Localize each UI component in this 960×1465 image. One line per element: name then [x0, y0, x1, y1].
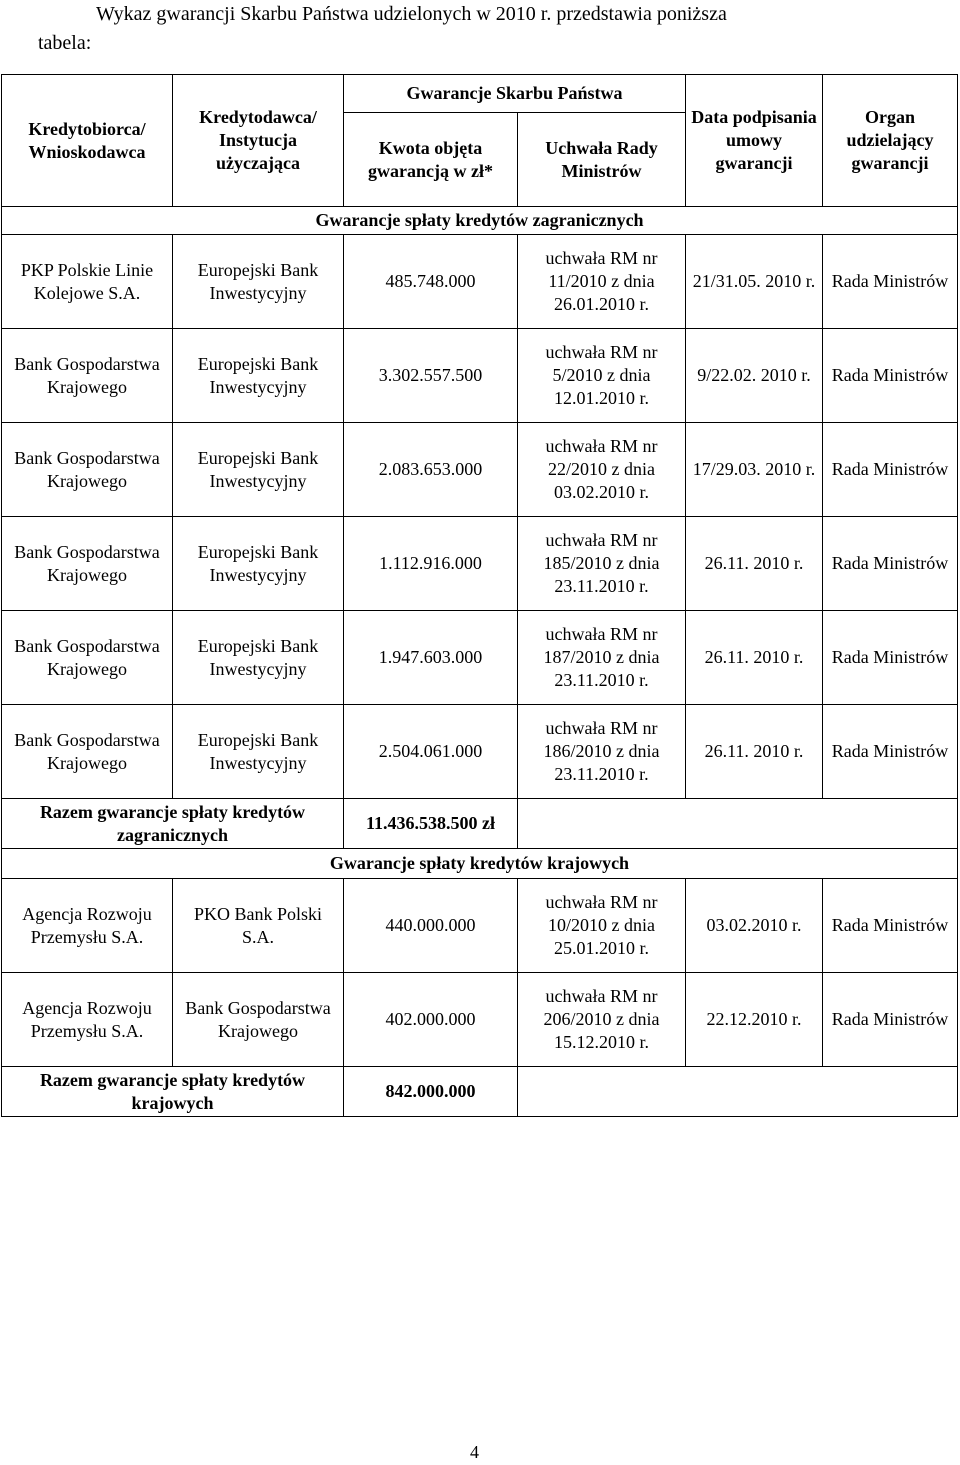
foreign-cell-borrower: Bank Gospodarstwa Krajowego [2, 705, 173, 799]
foreign-cell-borrower: Bank Gospodarstwa Krajowego [2, 423, 173, 517]
header-resolution: Uchwała Rady Ministrów [518, 113, 686, 207]
intro-line-1: Wykaz gwarancji Skarbu Państwa udzielonych w 2010 r. przedstawia poniższa [96, 3, 727, 25]
header-authority: Organ udzielający gwarancji [823, 75, 958, 207]
domestic-total-value: 842.000.000 [344, 1067, 518, 1117]
domestic-cell-borrower: Agencja Rozwoju Przemysłu S.A. [2, 973, 173, 1067]
header-amount: Kwota objęta gwarancją w zł* [344, 113, 518, 207]
header-borrower: Kredytobiorca/ Wnioskodawca [2, 75, 173, 207]
domestic-total-empty [518, 1067, 958, 1117]
foreign-row [2, 611, 958, 705]
foreign-cell-authority: Rada Ministrów [823, 705, 958, 799]
section-foreign-title: Gwarancje spłaty kredytów zagranicznych [2, 207, 958, 235]
foreign-cell-date: 21/31.05. 2010 r. [686, 235, 823, 329]
domestic-cell-authority: Rada Ministrów [823, 879, 958, 973]
foreign-cell-resolution: uchwała RM nr 22/2010 z dnia 03.02.2010 r. [518, 423, 686, 517]
domestic-row [2, 879, 958, 973]
foreign-cell-lender: Europejski Bank Inwestycyjny [173, 329, 344, 423]
section-domestic-title: Gwarancje spłaty kredytów krajowych [2, 849, 958, 879]
foreign-cell-resolution: uchwała RM nr 185/2010 z dnia 23.11.2010 r. [518, 517, 686, 611]
domestic-cell-amount: 440.000.000 [344, 879, 518, 973]
foreign-cell-authority: Rada Ministrów [823, 517, 958, 611]
header-lender: Kredytodawca/ Instytucja użyczająca [173, 75, 344, 207]
foreign-cell-date: 26.11. 2010 r. [686, 705, 823, 799]
foreign-cell-lender: Europejski Bank Inwestycyjny [173, 235, 344, 329]
foreign-cell-authority: Rada Ministrów [823, 329, 958, 423]
foreign-cell-date: 9/22.02. 2010 r. [686, 329, 823, 423]
foreign-cell-amount: 1.947.603.000 [344, 611, 518, 705]
foreign-cell-borrower: Bank Gospodarstwa Krajowego [2, 329, 173, 423]
foreign-row [2, 705, 958, 799]
domestic-cell-borrower: Agencja Rozwoju Przemysłu S.A. [2, 879, 173, 973]
guarantees-table [1, 74, 958, 1117]
foreign-row [2, 423, 958, 517]
foreign-cell-authority: Rada Ministrów [823, 423, 958, 517]
foreign-cell-authority: Rada Ministrów [823, 611, 958, 705]
foreign-cell-borrower: PKP Polskie Linie Kolejowe S.A. [2, 235, 173, 329]
intro-line-2: tabela: [38, 32, 92, 54]
foreign-cell-amount: 2.083.653.000 [344, 423, 518, 517]
foreign-row [2, 235, 958, 329]
foreign-rows [2, 235, 958, 799]
foreign-cell-amount: 485.748.000 [344, 235, 518, 329]
domestic-total-label: Razem gwarancje spłaty kredytów krajowych [2, 1067, 344, 1117]
foreign-cell-date: 26.11. 2010 r. [686, 611, 823, 705]
foreign-row [2, 329, 958, 423]
domestic-cell-lender: Bank Gospodarstwa Krajowego [173, 973, 344, 1067]
foreign-cell-lender: Europejski Bank Inwestycyjny [173, 423, 344, 517]
foreign-cell-authority: Rada Ministrów [823, 235, 958, 329]
foreign-cell-resolution: uchwała RM nr 5/2010 z dnia 12.01.2010 r. [518, 329, 686, 423]
foreign-total-label: Razem gwarancje spłaty kredytów zagranicznych [2, 799, 344, 849]
domestic-cell-lender: PKO Bank Polski S.A. [173, 879, 344, 973]
domestic-cell-authority: Rada Ministrów [823, 973, 958, 1067]
foreign-cell-date: 17/29.03. 2010 r. [686, 423, 823, 517]
foreign-cell-lender: Europejski Bank Inwestycyjny [173, 517, 344, 611]
domestic-cell-resolution: uchwała RM nr 10/2010 z dnia 25.01.2010 r. [518, 879, 686, 973]
domestic-cell-date: 22.12.2010 r. [686, 973, 823, 1067]
foreign-cell-amount: 1.112.916.000 [344, 517, 518, 611]
domestic-row [2, 973, 958, 1067]
foreign-cell-lender: Europejski Bank Inwestycyjny [173, 611, 344, 705]
domestic-cell-date: 03.02.2010 r. [686, 879, 823, 973]
foreign-cell-borrower: Bank Gospodarstwa Krajowego [2, 611, 173, 705]
foreign-cell-resolution: uchwała RM nr 11/2010 z dnia 26.01.2010 r. [518, 235, 686, 329]
page-number: 4 [470, 1442, 479, 1462]
foreign-total-value: 11.436.538.500 zł [344, 799, 518, 849]
header-date: Data podpisania umowy gwarancji [686, 75, 823, 207]
domestic-cell-resolution: uchwała RM nr 206/2010 z dnia 15.12.2010 r. [518, 973, 686, 1067]
foreign-cell-resolution: uchwała RM nr 186/2010 z dnia 23.11.2010 r. [518, 705, 686, 799]
foreign-cell-date: 26.11. 2010 r. [686, 517, 823, 611]
foreign-cell-resolution: uchwała RM nr 187/2010 z dnia 23.11.2010 r. [518, 611, 686, 705]
foreign-cell-amount: 3.302.557.500 [344, 329, 518, 423]
domestic-cell-amount: 402.000.000 [344, 973, 518, 1067]
foreign-cell-lender: Europejski Bank Inwestycyjny [173, 705, 344, 799]
foreign-cell-amount: 2.504.061.000 [344, 705, 518, 799]
foreign-total-empty [518, 799, 958, 849]
domestic-rows [2, 879, 958, 1067]
foreign-cell-borrower: Bank Gospodarstwa Krajowego [2, 517, 173, 611]
header-group: Gwarancje Skarbu Państwa [344, 75, 686, 113]
foreign-row [2, 517, 958, 611]
